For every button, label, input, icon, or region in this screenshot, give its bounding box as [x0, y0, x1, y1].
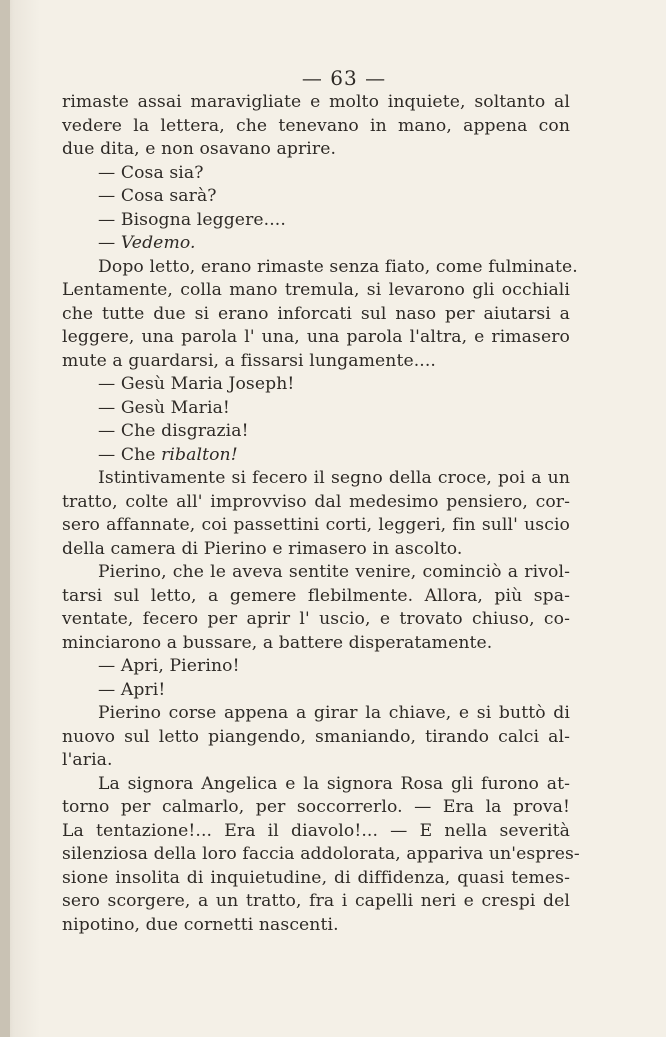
text-line: [62, 491, 570, 515]
text-line-content: —: [98, 233, 121, 253]
text-line-content: Dopo letto, erano rimaste senza fiato, come fulminate.: [98, 256, 578, 277]
text-line: [62, 397, 570, 421]
text-line-content: La signora Angelica e la signora Rosa gli furono at-: [98, 773, 570, 794]
italic-text: Vedemo.: [120, 233, 196, 253]
text-line: [62, 138, 570, 162]
text-line-content: Istintivamente si fecero il segno della croce, poi a un: [98, 468, 570, 488]
body-text: [62, 91, 580, 937]
text-line-content: sione insolita di inquietudine, di diffidenza, quasi temes-: [62, 867, 570, 888]
italic-text: ribalton!: [161, 444, 238, 465]
text-line-content: nipotino, due cornetti nascenti.: [62, 914, 339, 935]
text-line: [62, 749, 570, 773]
text-line-content: silenziosa della loro faccia addolorata, appariva un'espres-: [62, 844, 580, 864]
text-line: [62, 773, 570, 797]
text-line: [62, 796, 570, 820]
text-line-content: vedere la lettera, che tenevano in mano, appena con: [62, 115, 570, 136]
text-line: [62, 303, 570, 327]
text-line-content: nuovo sul letto piangendo, smaniando, tirando calci al-: [62, 726, 570, 747]
text-line-content: — Apri, Pierino!: [98, 656, 240, 676]
text-line-content: Pierino, che le aveva sentite venire, cominciò a rivol-: [98, 562, 570, 582]
text-line-content: tarsi sul letto, a gemere flebilmente. Allora, più spa-: [62, 585, 570, 606]
text-line-content: — Gesù Maria!: [98, 397, 230, 418]
page-number: — 63 —: [301, 66, 387, 90]
text-line-content: tratto, colte all' improvviso dal medesimo pensiero, cor-: [62, 491, 570, 512]
text-line: [62, 843, 580, 867]
text-line-content: — Cosa sarà?: [98, 186, 217, 206]
text-line-content: minciarono a bussare, a battere disperatamente.: [62, 632, 493, 653]
text-line-content: l'aria.: [62, 750, 113, 770]
text-line: [62, 279, 570, 303]
text-line: [62, 608, 570, 632]
text-line: [62, 890, 570, 914]
text-line-content: Pierino corse appena a girar la chiave, e si buttò di: [98, 703, 570, 723]
text-line: [62, 115, 570, 139]
text-line-content: sero scorgere, a un tratto, fra i capelli neri e crespi del: [62, 891, 570, 911]
text-line-content: La tentazione!... Era il diavolo!... — E nella severità: [62, 820, 570, 841]
text-line-content: ventate, fecero per aprir l' uscio, e trovato chiuso, co-: [62, 609, 570, 629]
text-line: [62, 444, 570, 468]
text-line: [62, 726, 570, 750]
text-line: [62, 467, 570, 491]
text-line-content: — Bisogna leggere....: [98, 209, 286, 230]
text-line-content: della camera di Pierino e rimasero in ascolto.: [62, 538, 463, 559]
text-line: [62, 632, 570, 656]
text-line-content: sero affannate, coi passettini corti, leggeri, fin sull' uscio: [62, 515, 570, 535]
text-line-content: — Gesù Maria Joseph!: [98, 374, 295, 394]
text-line-content: leggere, una parola l' una, una parola l'altra, e rimasero: [62, 327, 570, 347]
text-line: [62, 679, 570, 703]
text-line: [62, 561, 570, 585]
text-line-content: che tutte due si erano inforcati sul naso per aiutarsi a: [62, 303, 570, 324]
text-line: [62, 655, 570, 679]
text-line: [62, 256, 578, 280]
text-line-content: mute a guardarsi, a fissarsi lungamente....: [62, 350, 436, 371]
text-line: [62, 326, 570, 350]
text-line-content: — Che: [98, 444, 162, 465]
page-binding-edge: [0, 0, 10, 1037]
text-line-content: rimaste assai maravigliate e molto inquiete, soltanto al: [62, 92, 570, 112]
text-line: [62, 585, 570, 609]
text-line: [62, 373, 570, 397]
text-line-content: — Apri!: [98, 679, 166, 700]
text-line: [62, 702, 570, 726]
text-line: [62, 867, 570, 891]
text-line: [62, 162, 570, 186]
text-line: [62, 514, 570, 538]
text-line: [62, 91, 570, 115]
text-line: [62, 185, 570, 209]
text-line: [62, 420, 570, 444]
text-line: [62, 232, 570, 256]
text-line: [62, 914, 570, 938]
text-line-content: — Cosa sia?: [98, 162, 204, 183]
text-line-content: torno per calmarlo, per soccorrerlo. — Era la prova!: [62, 797, 570, 817]
text-line: [62, 350, 570, 374]
text-line-content: due dita, e non osavano aprire.: [62, 139, 337, 159]
text-line-content: — Che disgrazia!: [98, 421, 249, 441]
text-line: [62, 538, 570, 562]
text-line: [62, 820, 570, 844]
text-line-content: Lentamente, colla mano tremula, si levarono gli occhiali: [62, 280, 570, 300]
text-line: [62, 209, 570, 233]
